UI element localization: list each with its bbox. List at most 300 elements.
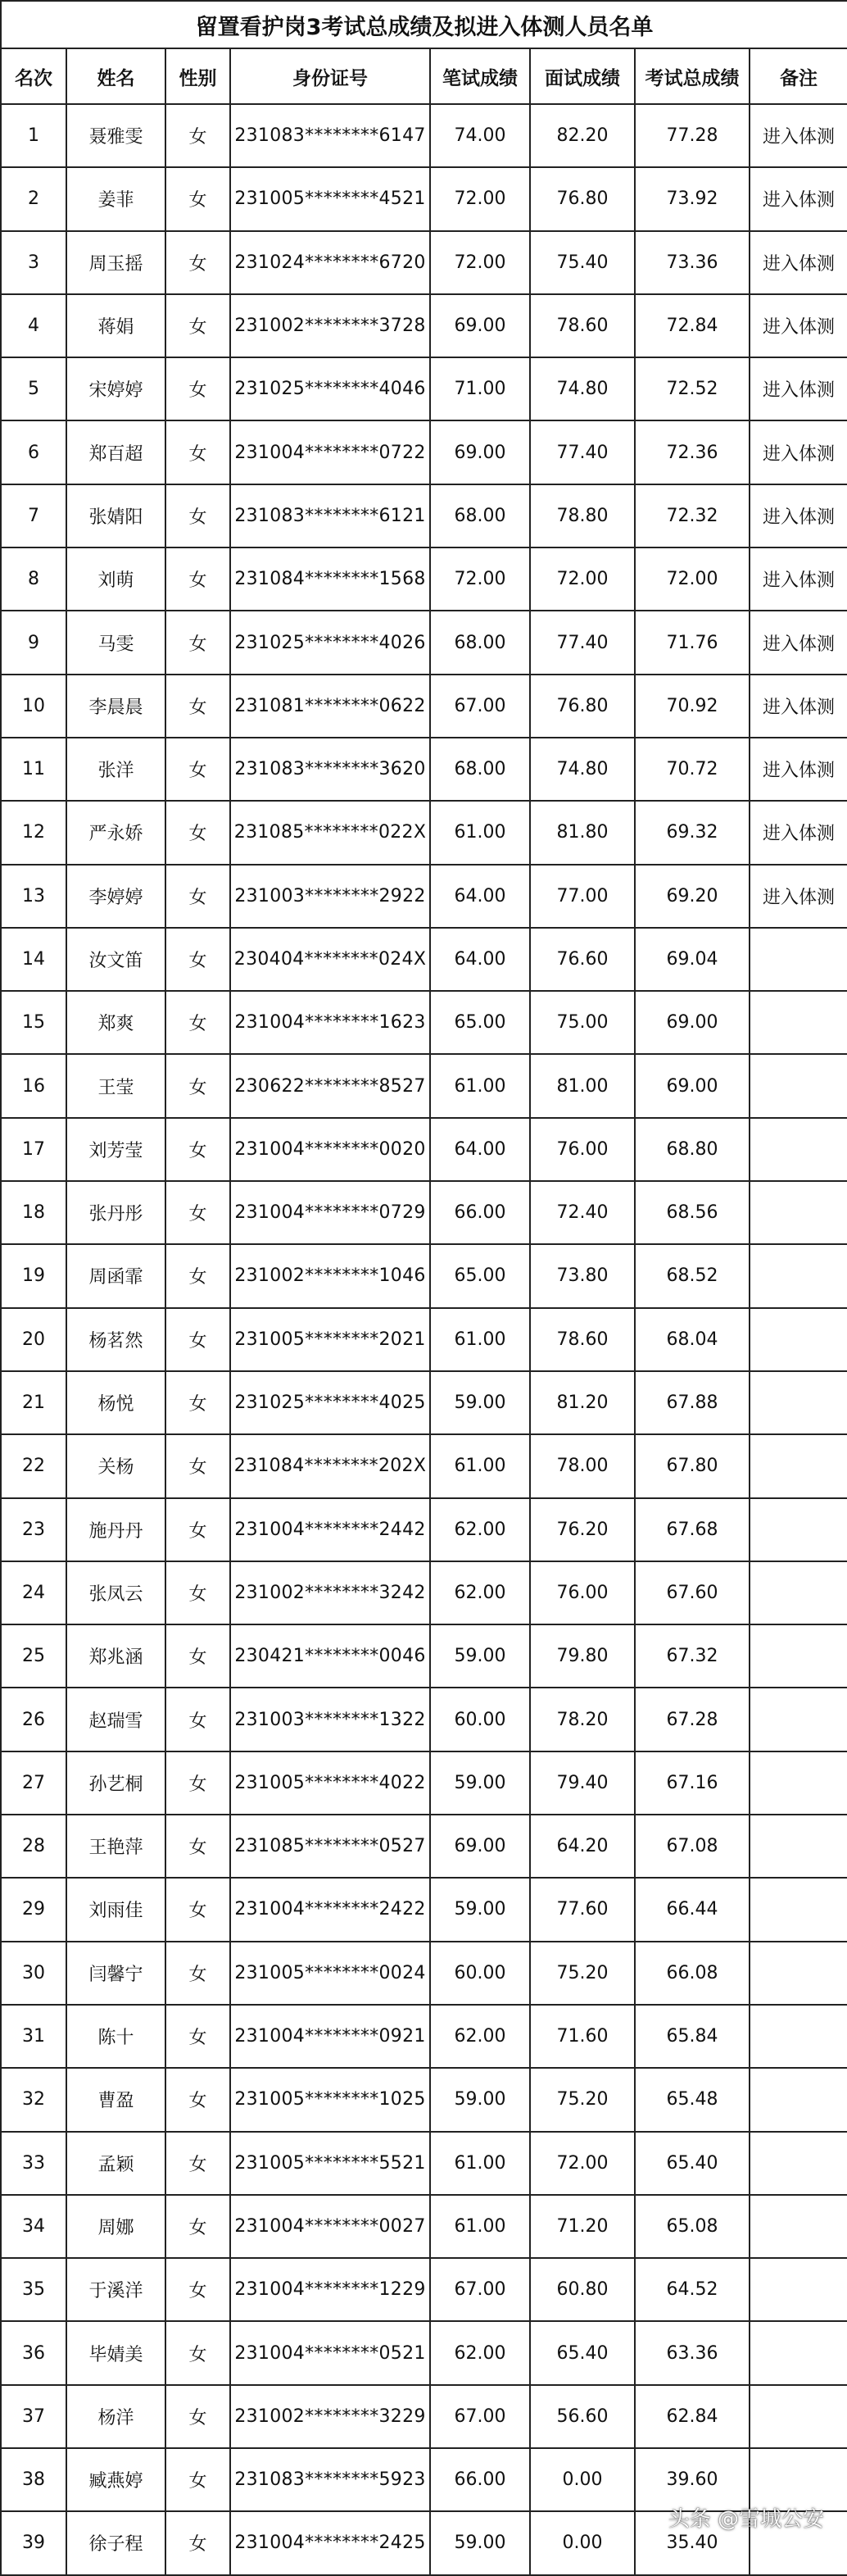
cell-interview-score: 72.40 xyxy=(530,1181,635,1244)
cell-rank: 19 xyxy=(1,1244,66,1307)
cell-total-score: 72.00 xyxy=(635,547,750,611)
cell-written-score: 69.00 xyxy=(430,1815,530,1878)
cell-written-score: 67.00 xyxy=(430,675,530,738)
cell-rank: 32 xyxy=(1,2068,66,2131)
cell-interview-score: 60.80 xyxy=(530,2258,635,2321)
cell-name: 王艳萍 xyxy=(66,1815,165,1878)
table-row xyxy=(1,2258,847,2321)
cell-name: 王莹 xyxy=(66,1054,165,1117)
cell-rank: 27 xyxy=(1,1751,66,1815)
cell-note xyxy=(750,928,847,991)
cell-interview-score: 78.60 xyxy=(530,1308,635,1371)
cell-note xyxy=(750,1181,847,1244)
cell-note: 进入体测 xyxy=(750,547,847,611)
cell-total-score: 68.80 xyxy=(635,1118,750,1181)
cell-total-score: 65.84 xyxy=(635,2005,750,2068)
cell-interview-score: 72.00 xyxy=(530,547,635,611)
cell-note: 进入体测 xyxy=(750,357,847,420)
cell-note xyxy=(750,2132,847,2195)
watermark: 头条 @雪城公安 xyxy=(668,2507,824,2532)
cell-gender: 女 xyxy=(165,1118,230,1181)
cell-rank: 9 xyxy=(1,611,66,674)
cell-note xyxy=(750,1942,847,2005)
cell-note xyxy=(750,2258,847,2321)
cell-written-score: 59.00 xyxy=(430,1751,530,1815)
cell-rank: 1 xyxy=(1,104,66,167)
cell-rank: 21 xyxy=(1,1371,66,1434)
cell-note: 进入体测 xyxy=(750,420,847,484)
cell-written-score: 61.00 xyxy=(430,1308,530,1371)
cell-rank: 20 xyxy=(1,1308,66,1371)
cell-name: 曹盈 xyxy=(66,2068,165,2131)
cell-written-score: 74.00 xyxy=(430,104,530,167)
cell-total-score: 72.36 xyxy=(635,420,750,484)
cell-rank: 36 xyxy=(1,2321,66,2384)
cell-rank: 23 xyxy=(1,1498,66,1561)
cell-written-score: 61.00 xyxy=(430,1434,530,1497)
table-row xyxy=(1,991,847,1054)
cell-total-score: 72.84 xyxy=(635,294,750,357)
table-row xyxy=(1,611,847,674)
cell-id-number: 231003********2922 xyxy=(230,865,430,928)
table-row xyxy=(1,2132,847,2195)
cell-id-number: 231002********1046 xyxy=(230,1244,430,1307)
cell-id-number: 231004********0020 xyxy=(230,1118,430,1181)
table-row xyxy=(1,2005,847,2068)
table-row xyxy=(1,1308,847,1371)
cell-name: 臧燕婷 xyxy=(66,2448,165,2511)
column-header-interview-score: 面试成绩 xyxy=(530,48,635,104)
cell-total-score: 67.88 xyxy=(635,1371,750,1434)
cell-interview-score: 76.80 xyxy=(530,675,635,738)
cell-interview-score: 77.00 xyxy=(530,865,635,928)
table-row xyxy=(1,547,847,611)
cell-gender: 女 xyxy=(165,294,230,357)
cell-id-number: 231025********4025 xyxy=(230,1371,430,1434)
cell-interview-score: 76.00 xyxy=(530,1118,635,1181)
table-row xyxy=(1,675,847,738)
cell-interview-score: 79.80 xyxy=(530,1624,635,1688)
cell-total-score: 69.04 xyxy=(635,928,750,991)
cell-gender: 女 xyxy=(165,357,230,420)
cell-id-number: 231004********0722 xyxy=(230,420,430,484)
cell-interview-score: 65.40 xyxy=(530,2321,635,2384)
cell-gender: 女 xyxy=(165,547,230,611)
cell-name: 周玉摇 xyxy=(66,231,165,294)
cell-note xyxy=(750,2195,847,2258)
cell-interview-score: 75.40 xyxy=(530,231,635,294)
cell-name: 李婷婷 xyxy=(66,865,165,928)
cell-name: 徐子程 xyxy=(66,2511,165,2574)
cell-rank: 39 xyxy=(1,2511,66,2574)
cell-interview-score: 81.00 xyxy=(530,1054,635,1117)
cell-name: 马雯 xyxy=(66,611,165,674)
cell-total-score: 71.76 xyxy=(635,611,750,674)
cell-rank: 26 xyxy=(1,1688,66,1751)
cell-note xyxy=(750,1561,847,1624)
cell-total-score: 67.32 xyxy=(635,1624,750,1688)
cell-written-score: 59.00 xyxy=(430,2511,530,2574)
cell-rank: 4 xyxy=(1,294,66,357)
cell-interview-score: 75.20 xyxy=(530,1942,635,2005)
cell-note: 进入体测 xyxy=(750,865,847,928)
cell-gender: 女 xyxy=(165,611,230,674)
cell-id-number: 231004********0729 xyxy=(230,1181,430,1244)
cell-gender: 女 xyxy=(165,1244,230,1307)
cell-gender: 女 xyxy=(165,2068,230,2131)
cell-id-number: 231004********2422 xyxy=(230,1878,430,1941)
cell-written-score: 61.00 xyxy=(430,1054,530,1117)
cell-rank: 34 xyxy=(1,2195,66,2258)
cell-rank: 3 xyxy=(1,231,66,294)
cell-name: 孟颖 xyxy=(66,2132,165,2195)
cell-written-score: 72.00 xyxy=(430,231,530,294)
table-row xyxy=(1,1498,847,1561)
cell-written-score: 62.00 xyxy=(430,2005,530,2068)
cell-written-score: 72.00 xyxy=(430,547,530,611)
cell-written-score: 61.00 xyxy=(430,2132,530,2195)
cell-total-score: 68.52 xyxy=(635,1244,750,1307)
cell-id-number: 231081********0622 xyxy=(230,675,430,738)
cell-name: 郑爽 xyxy=(66,991,165,1054)
cell-rank: 33 xyxy=(1,2132,66,2195)
cell-id-number: 231025********4026 xyxy=(230,611,430,674)
cell-interview-score: 71.60 xyxy=(530,2005,635,2068)
cell-id-number: 231084********202X xyxy=(230,1434,430,1497)
cell-name: 陈十 xyxy=(66,2005,165,2068)
cell-gender: 女 xyxy=(165,738,230,801)
cell-written-score: 64.00 xyxy=(430,1118,530,1181)
cell-written-score: 67.00 xyxy=(430,2385,530,2448)
cell-note xyxy=(750,2385,847,2448)
cell-name: 刘芳莹 xyxy=(66,1118,165,1181)
cell-note: 进入体测 xyxy=(750,738,847,801)
cell-total-score: 67.68 xyxy=(635,1498,750,1561)
column-header-name: 姓名 xyxy=(66,48,165,104)
cell-note xyxy=(750,1371,847,1434)
cell-id-number: 231085********0527 xyxy=(230,1815,430,1878)
cell-written-score: 61.00 xyxy=(430,2195,530,2258)
cell-interview-score: 78.20 xyxy=(530,1688,635,1751)
cell-note: 进入体测 xyxy=(750,104,847,167)
cell-written-score: 59.00 xyxy=(430,1371,530,1434)
cell-written-score: 71.00 xyxy=(430,357,530,420)
cell-name: 周函霏 xyxy=(66,1244,165,1307)
cell-id-number: 230421********0046 xyxy=(230,1624,430,1688)
cell-note xyxy=(750,1688,847,1751)
cell-gender: 女 xyxy=(165,2511,230,2574)
cell-note: 进入体测 xyxy=(750,231,847,294)
cell-name: 赵瑞雪 xyxy=(66,1688,165,1751)
cell-gender: 女 xyxy=(165,1624,230,1688)
cell-id-number: 231004********2425 xyxy=(230,2511,430,2574)
cell-note: 进入体测 xyxy=(750,801,847,864)
cell-total-score: 72.52 xyxy=(635,357,750,420)
cell-id-number: 231004********0921 xyxy=(230,2005,430,2068)
cell-gender: 女 xyxy=(165,801,230,864)
cell-interview-score: 75.20 xyxy=(530,2068,635,2131)
cell-written-score: 61.00 xyxy=(430,801,530,864)
cell-interview-score: 76.80 xyxy=(530,167,635,230)
cell-total-score: 67.80 xyxy=(635,1434,750,1497)
cell-gender: 女 xyxy=(165,2321,230,2384)
cell-id-number: 231005********2021 xyxy=(230,1308,430,1371)
cell-id-number: 231004********1229 xyxy=(230,2258,430,2321)
cell-total-score: 66.44 xyxy=(635,1878,750,1941)
cell-gender: 女 xyxy=(165,1878,230,1941)
cell-id-number: 231025********4046 xyxy=(230,357,430,420)
cell-name: 聂雅雯 xyxy=(66,104,165,167)
cell-total-score: 66.08 xyxy=(635,1942,750,2005)
cell-note xyxy=(750,1308,847,1371)
cell-total-score: 69.00 xyxy=(635,1054,750,1117)
cell-name: 张丹彤 xyxy=(66,1181,165,1244)
cell-rank: 24 xyxy=(1,1561,66,1624)
cell-note xyxy=(750,991,847,1054)
cell-rank: 30 xyxy=(1,1942,66,2005)
cell-id-number: 231024********6720 xyxy=(230,231,430,294)
cell-gender: 女 xyxy=(165,1751,230,1815)
cell-name: 毕婧美 xyxy=(66,2321,165,2384)
table-row xyxy=(1,2068,847,2131)
cell-written-score: 65.00 xyxy=(430,991,530,1054)
cell-id-number: 231005********4521 xyxy=(230,167,430,230)
cell-rank: 13 xyxy=(1,865,66,928)
cell-gender: 女 xyxy=(165,991,230,1054)
cell-name: 刘萌 xyxy=(66,547,165,611)
cell-name: 蒋娟 xyxy=(66,294,165,357)
cell-name: 于溪洋 xyxy=(66,2258,165,2321)
column-header-rank: 名次 xyxy=(1,48,66,104)
cell-total-score: 68.56 xyxy=(635,1181,750,1244)
cell-note xyxy=(750,1815,847,1878)
table-row xyxy=(1,1878,847,1941)
cell-written-score: 69.00 xyxy=(430,420,530,484)
cell-rank: 25 xyxy=(1,1624,66,1688)
cell-rank: 16 xyxy=(1,1054,66,1117)
cell-total-score: 69.32 xyxy=(635,801,750,864)
table-row xyxy=(1,865,847,928)
cell-rank: 22 xyxy=(1,1434,66,1497)
cell-interview-score: 77.40 xyxy=(530,420,635,484)
cell-rank: 35 xyxy=(1,2258,66,2321)
cell-gender: 女 xyxy=(165,1371,230,1434)
cell-gender: 女 xyxy=(165,2448,230,2511)
table-row xyxy=(1,1751,847,1815)
table-row xyxy=(1,738,847,801)
cell-rank: 12 xyxy=(1,801,66,864)
table-row xyxy=(1,357,847,420)
cell-written-score: 59.00 xyxy=(430,2068,530,2131)
cell-id-number: 231003********1322 xyxy=(230,1688,430,1751)
cell-gender: 女 xyxy=(165,2132,230,2195)
cell-interview-score: 79.40 xyxy=(530,1751,635,1815)
cell-name: 严永娇 xyxy=(66,801,165,864)
cell-name: 姜菲 xyxy=(66,167,165,230)
table-row xyxy=(1,2385,847,2448)
cell-interview-score: 73.80 xyxy=(530,1244,635,1307)
table-row xyxy=(1,231,847,294)
cell-interview-score: 77.60 xyxy=(530,1878,635,1941)
cell-total-score: 65.40 xyxy=(635,2132,750,2195)
table-row xyxy=(1,1244,847,1307)
cell-gender: 女 xyxy=(165,1434,230,1497)
cell-rank: 15 xyxy=(1,991,66,1054)
cell-note xyxy=(750,1624,847,1688)
cell-gender: 女 xyxy=(165,865,230,928)
cell-gender: 女 xyxy=(165,484,230,547)
cell-gender: 女 xyxy=(165,1308,230,1371)
cell-interview-score: 78.60 xyxy=(530,294,635,357)
column-header-written-score: 笔试成绩 xyxy=(430,48,530,104)
cell-name: 刘雨佳 xyxy=(66,1878,165,1941)
cell-total-score: 67.16 xyxy=(635,1751,750,1815)
table-row xyxy=(1,1118,847,1181)
cell-total-score: 67.60 xyxy=(635,1561,750,1624)
cell-id-number: 231002********3229 xyxy=(230,2385,430,2448)
cell-total-score: 67.28 xyxy=(635,1688,750,1751)
cell-interview-score: 74.80 xyxy=(530,357,635,420)
table-row xyxy=(1,420,847,484)
cell-id-number: 231083********3620 xyxy=(230,738,430,801)
cell-note: 进入体测 xyxy=(750,484,847,547)
cell-written-score: 62.00 xyxy=(430,1498,530,1561)
cell-written-score: 60.00 xyxy=(430,1688,530,1751)
cell-total-score: 68.04 xyxy=(635,1308,750,1371)
cell-rank: 29 xyxy=(1,1878,66,1941)
cell-name: 孙艺桐 xyxy=(66,1751,165,1815)
cell-written-score: 64.00 xyxy=(430,928,530,991)
cell-rank: 14 xyxy=(1,928,66,991)
cell-interview-score: 56.60 xyxy=(530,2385,635,2448)
cell-written-score: 67.00 xyxy=(430,2258,530,2321)
cell-note: 进入体测 xyxy=(750,675,847,738)
cell-gender: 女 xyxy=(165,2195,230,2258)
cell-written-score: 66.00 xyxy=(430,1181,530,1244)
cell-rank: 7 xyxy=(1,484,66,547)
cell-id-number: 231004********0027 xyxy=(230,2195,430,2258)
cell-note: 进入体测 xyxy=(750,611,847,674)
table-row xyxy=(1,1815,847,1878)
table-row xyxy=(1,484,847,547)
cell-note xyxy=(750,2321,847,2384)
cell-name: 杨悦 xyxy=(66,1371,165,1434)
title-row xyxy=(1,1,847,48)
cell-rank: 18 xyxy=(1,1181,66,1244)
cell-name: 郑兆涵 xyxy=(66,1624,165,1688)
cell-name: 周娜 xyxy=(66,2195,165,2258)
cell-written-score: 64.00 xyxy=(430,865,530,928)
cell-gender: 女 xyxy=(165,104,230,167)
table-row xyxy=(1,1371,847,1434)
cell-total-score: 72.32 xyxy=(635,484,750,547)
cell-gender: 女 xyxy=(165,1561,230,1624)
cell-gender: 女 xyxy=(165,2258,230,2321)
cell-rank: 10 xyxy=(1,675,66,738)
cell-gender: 女 xyxy=(165,167,230,230)
cell-rank: 17 xyxy=(1,1118,66,1181)
cell-rank: 31 xyxy=(1,2005,66,2068)
cell-total-score: 63.36 xyxy=(635,2321,750,2384)
cell-interview-score: 76.20 xyxy=(530,1498,635,1561)
cell-id-number: 231005********0024 xyxy=(230,1942,430,2005)
cell-note xyxy=(750,1751,847,1815)
cell-total-score: 77.28 xyxy=(635,104,750,167)
cell-interview-score: 74.80 xyxy=(530,738,635,801)
cell-interview-score: 78.80 xyxy=(530,484,635,547)
cell-written-score: 69.00 xyxy=(430,294,530,357)
cell-interview-score: 81.80 xyxy=(530,801,635,864)
cell-interview-score: 76.60 xyxy=(530,928,635,991)
cell-written-score: 59.00 xyxy=(430,1624,530,1688)
cell-total-score: 39.60 xyxy=(635,2448,750,2511)
table-row xyxy=(1,1434,847,1497)
cell-total-score: 70.92 xyxy=(635,675,750,738)
table-row xyxy=(1,928,847,991)
cell-note: 进入体测 xyxy=(750,167,847,230)
cell-name: 闫馨宁 xyxy=(66,1942,165,2005)
cell-total-score: 73.92 xyxy=(635,167,750,230)
table-row xyxy=(1,104,847,167)
cell-rank: 11 xyxy=(1,738,66,801)
cell-id-number: 231004********2442 xyxy=(230,1498,430,1561)
table-row xyxy=(1,1942,847,2005)
table-row xyxy=(1,2321,847,2384)
cell-rank: 6 xyxy=(1,420,66,484)
cell-id-number: 231005********4022 xyxy=(230,1751,430,1815)
cell-written-score: 59.00 xyxy=(430,1878,530,1941)
cell-gender: 女 xyxy=(165,675,230,738)
cell-interview-score: 71.20 xyxy=(530,2195,635,2258)
cell-note xyxy=(750,2005,847,2068)
cell-written-score: 68.00 xyxy=(430,484,530,547)
cell-written-score: 68.00 xyxy=(430,738,530,801)
cell-total-score: 67.08 xyxy=(635,1815,750,1878)
cell-gender: 女 xyxy=(165,2385,230,2448)
cell-id-number: 231002********3728 xyxy=(230,294,430,357)
cell-total-score: 65.48 xyxy=(635,2068,750,2131)
cell-id-number: 231083********5923 xyxy=(230,2448,430,2511)
cell-gender: 女 xyxy=(165,1815,230,1878)
cell-rank: 38 xyxy=(1,2448,66,2511)
cell-total-score: 73.36 xyxy=(635,231,750,294)
cell-total-score: 69.20 xyxy=(635,865,750,928)
cell-note xyxy=(750,2068,847,2131)
cell-rank: 37 xyxy=(1,2385,66,2448)
cell-id-number: 231083********6121 xyxy=(230,484,430,547)
cell-total-score: 64.52 xyxy=(635,2258,750,2321)
cell-name: 张洋 xyxy=(66,738,165,801)
cell-name: 关杨 xyxy=(66,1434,165,1497)
cell-rank: 8 xyxy=(1,547,66,611)
cell-id-number: 231085********022X xyxy=(230,801,430,864)
cell-name: 杨茗然 xyxy=(66,1308,165,1371)
cell-interview-score: 78.00 xyxy=(530,1434,635,1497)
cell-gender: 女 xyxy=(165,1942,230,2005)
cell-name: 汝文笛 xyxy=(66,928,165,991)
table-row xyxy=(1,1181,847,1244)
table-row xyxy=(1,1688,847,1751)
cell-written-score: 62.00 xyxy=(430,2321,530,2384)
table-row xyxy=(1,1054,847,1117)
cell-gender: 女 xyxy=(165,420,230,484)
cell-name: 张婧阳 xyxy=(66,484,165,547)
cell-id-number: 230622********8527 xyxy=(230,1054,430,1117)
cell-note xyxy=(750,1878,847,1941)
cell-id-number: 231083********6147 xyxy=(230,104,430,167)
table-row xyxy=(1,2195,847,2258)
cell-written-score: 65.00 xyxy=(430,1244,530,1307)
